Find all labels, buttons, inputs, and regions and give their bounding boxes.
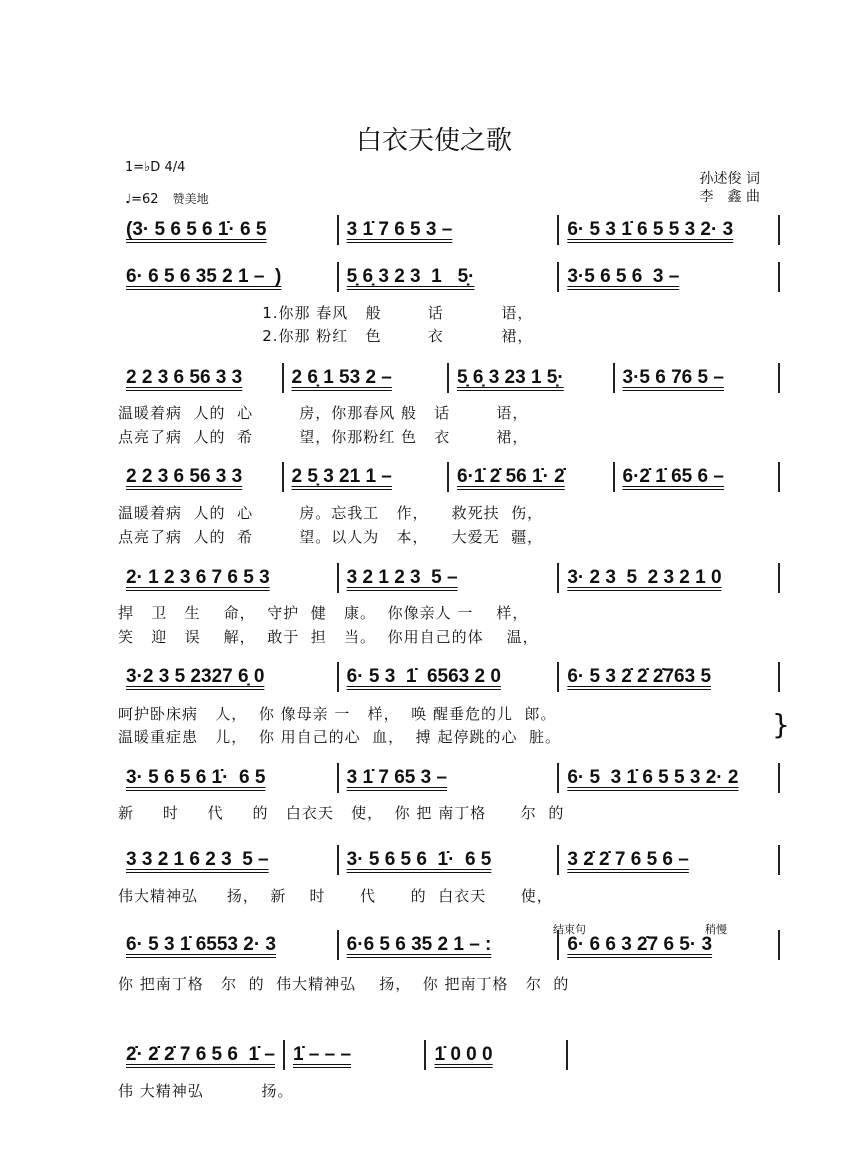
lyric-line: 伟 大精神弘 扬。: [118, 1082, 294, 1100]
ending-label: 结束句: [553, 923, 586, 936]
measure: 2 2 3 6 56 3 3: [118, 462, 284, 492]
tempo-marking: [125, 190, 209, 207]
measure: 1̇ 0 0 0: [426, 1040, 568, 1070]
notation-line: [118, 763, 780, 793]
lyric-line: 温暖着病 人的 心 房。忘我工 作， 救死扶 伤，: [118, 504, 544, 522]
measure: 2 6̣ 1 53 2 –: [284, 363, 450, 393]
song-title: 白衣天使之歌: [355, 126, 512, 156]
measure: 3· 5 6 5 6 1̇· 6 5: [118, 763, 339, 793]
measure: 6· 5 3 2̇ 2̇ 2̇763 5: [559, 662, 780, 692]
lyric-line: 温暖重症患 儿， 你 用自己的心 血， 搏 起停跳的心 脏。: [118, 728, 561, 746]
key-signature: 1=♭D 4/4: [125, 160, 186, 175]
notation-line: [118, 662, 780, 692]
lyric-line: 点亮了病 人的 希 望，你那粉红 色 衣 裙，: [118, 428, 529, 446]
composer-credit: 李 鑫 曲: [699, 189, 760, 205]
notation-line: [118, 563, 780, 593]
tempo-slower-label: 稍慢: [705, 923, 727, 936]
measure: 2 2 3 6 56 3 3: [118, 363, 284, 393]
measure: 6· 5 3 1̇ 6563 2 0: [339, 662, 560, 692]
tempo-value: ♩=62: [125, 192, 159, 207]
measure: 3· 5 6 5 6 1̇· 6 5: [339, 845, 560, 875]
notation-line: [118, 462, 780, 492]
notation-line: [118, 363, 780, 393]
measure: 3 1̇ 7 65 3 –: [339, 763, 560, 793]
measure: 3 1̇ 7 6 5 3 –: [339, 215, 560, 245]
measure: 6· 6 5 6 35 2 1 – ): [118, 262, 339, 292]
measure: 3 2 1 2 3 5 –: [339, 563, 560, 593]
measure: 6·6 5 6 35 2 1 – :: [339, 930, 560, 960]
measure: 5̣ 6̣ 3 23 1 5̣·: [449, 363, 615, 393]
measure: 3 2̇ 2̇ 7 6 5 6 –: [559, 845, 780, 875]
notation-line: [118, 930, 780, 960]
measure: 3·5 6 5 6 3 –: [559, 262, 780, 292]
lyric-line: 你 把南丁格 尔 的 伟大精神弘 扬， 你 把南丁格 尔 的: [118, 975, 570, 993]
notation-line: [118, 215, 780, 245]
measure: 3· 2 3 5 2 3 2 1 0: [559, 563, 780, 593]
expression-marking: 赞美地: [172, 192, 209, 206]
measure: 6· 5 3 1̇ 6553 2· 3: [118, 930, 339, 960]
notation-line: [118, 262, 780, 292]
measure: 2· 1 2 3 6 7 6 5 3: [118, 563, 339, 593]
measure: 6·1̇ 2̇ 56 1̇· 2̇: [449, 462, 615, 492]
measure: 6· 5 3 1̇ 6 5 5 3 2· 3: [559, 215, 780, 245]
measure: 3·2 3 5 2327 6̣ 0: [118, 662, 339, 692]
lyric-line: 点亮了病 人的 希 望。以人为 本， 大爱无 疆，: [118, 528, 544, 546]
lyric-line: 温暖着病 人的 心 房，你那春风 般 话 语，: [118, 404, 529, 422]
measure: (3· 5 6 5 6 1̇· 6 5: [118, 215, 339, 245]
lyric-line: 新 时 代 的 白衣天 使， 你 把 南丁格 尔 的: [118, 804, 565, 822]
measure: 3·5 6 76 5 –: [615, 363, 781, 393]
lyricist-credit: 孙述俊 词: [699, 171, 760, 187]
lyric-line: 呵护卧床病 人， 你 像母亲 一 样， 唤 醒垂危的儿 郎。: [118, 705, 557, 723]
measure: 3 3 2 1 6 2 3 5 –: [118, 845, 339, 875]
notation-line: [118, 845, 780, 875]
measure: 2̇· 2̇ 2̇ 7 6 5 6 1̇ –: [118, 1040, 285, 1070]
measure: 6·2̇ 1̇ 65 6 –: [615, 462, 781, 492]
lyric-line: 伟大精神弘 扬， 新 时 代 的 白衣天 使，: [118, 887, 553, 905]
measure: 1̇ – – –: [285, 1040, 427, 1070]
measure: 2 5̣ 3 21 1 –: [284, 462, 450, 492]
measure: 6· 6 6 3 2̇7 6 5· 3: [559, 930, 780, 960]
lyric-line: 笑 迎 误 解， 敢于 担 当。 你用自己的体 温，: [118, 628, 539, 646]
lyric-line: 捍 卫 生 命， 守护 健 康。 你像亲人 一 样，: [118, 604, 529, 622]
lyric-brace: }: [772, 708, 790, 741]
lyric-line: 1.你那 春风 般 话 语，: [118, 304, 534, 322]
measure: 5̣ 6̣ 3 2 3 1 5̣·: [339, 262, 560, 292]
lyric-line: 2.你那 粉红 色 衣 裙，: [118, 327, 534, 345]
measure: 6· 5 3 1̇ 6 5 5 3 2· 2: [559, 763, 780, 793]
notation-line: [118, 1040, 568, 1070]
